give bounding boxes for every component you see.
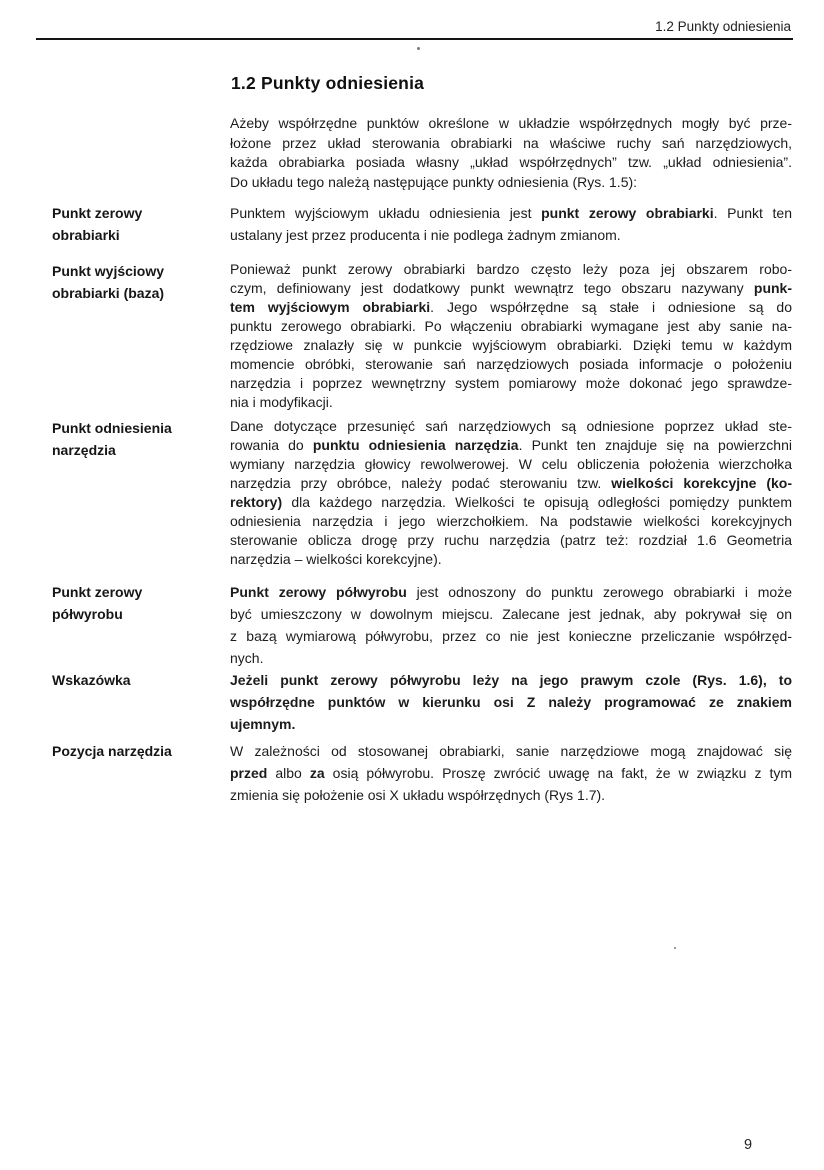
text-line: [230, 224, 792, 246]
text-segment: Ponieważ punkt zerowy obrabiarki bardzo często leży poza jej obszarem robo-: [230, 261, 792, 277]
text-segment: albo: [267, 765, 310, 781]
section-paragraph: [230, 581, 792, 669]
margin-label: [52, 202, 224, 246]
scan-speck: [417, 47, 420, 50]
text-line: [230, 114, 792, 134]
text-segment: wymiany narzędzia głowicy rewolwerowej. W celu obliczenia położenia wierzchołka: [230, 456, 792, 472]
text-line: [230, 202, 792, 224]
margin-label-line: Punkt odniesienia: [52, 420, 172, 436]
text-segment: zmienia się położenie osi X układu współrzędnych (Rys 1.7).: [230, 787, 606, 803]
text-segment: . Punkt ten: [713, 205, 792, 221]
page-number: 9: [744, 1137, 753, 1153]
margin-label-line: Wskazówka: [52, 672, 131, 688]
margin-label-line: Pozycja narzędzia: [52, 743, 172, 759]
text-segment: momencie obróbki, sterowanie sań narzędziowych posiada informacje o położeniu: [230, 356, 792, 372]
text-line: [230, 455, 792, 474]
margin-label-line: obrabiarki (baza): [52, 285, 165, 301]
text-segment: narzędzia – wielkości korekcyjne).: [230, 551, 442, 567]
page-title: 1.2 Punkty odniesienia: [231, 73, 425, 93]
text-segment: dla każdego narzędzia. Wielkości te opisują odległości pomiędzy punktem: [282, 494, 792, 510]
text-line: [230, 493, 792, 512]
margin-label: [52, 260, 224, 304]
text-segment: punk-: [753, 280, 792, 296]
text-line: [230, 550, 792, 569]
text-line: [230, 512, 792, 531]
text-segment: przed: [230, 765, 268, 781]
margin-label-line: Punkt wyjściowy: [52, 263, 165, 279]
text-segment: współrzędne punktów w kierunku osi Z należy programować ze znakiem: [230, 694, 792, 710]
text-segment: . Punkt ten znajduje się na powierzchni: [518, 437, 792, 453]
scan-speck: [674, 947, 676, 949]
intro-paragraph: [230, 114, 792, 192]
text-segment: rowania do: [230, 437, 313, 453]
section-paragraph: [230, 669, 792, 735]
text-segment: tem wyjściowym obrabiarki: [230, 299, 431, 315]
text-line: [230, 279, 792, 298]
text-segment: W zależności od stosowanej obrabiarki, sanie narzędziowe mogą znajdować się: [230, 743, 792, 759]
text-segment: być umieszczony w dowolnym miejscu. Zalecane jest jednak, aby pokrywał się on: [230, 606, 792, 622]
text-line: [230, 436, 792, 455]
text-segment: osią półwyrobu. Proszę zwrócić uwagę na fakt, że w związku z tym: [324, 765, 792, 781]
text-line: [230, 762, 792, 784]
section-paragraph: [230, 202, 792, 246]
text-segment: łożone przez układ sterowania obrabiarki na właściwe ruchy sań narzędziowych,: [230, 134, 792, 151]
text-segment: Do układu tego należą następujące punkty odniesienia (Rys. 1.5):: [230, 173, 638, 190]
text-line: [230, 691, 792, 713]
text-segment: wielkości korekcyjne (ko-: [611, 475, 792, 491]
text-line: [230, 625, 792, 647]
text-segment: ustalany jest przez producenta i nie podlega żadnym zmianom.: [230, 227, 621, 243]
text-line: [230, 317, 792, 336]
text-line: [230, 603, 792, 625]
text-segment: punkt zerowy obrabiarki: [541, 205, 714, 221]
margin-label: [52, 740, 224, 762]
text-line: [230, 531, 792, 550]
text-segment: odniesienia narzędzia i jego wierzchołkiem. Na podstawie wielkości korekcyjnych: [230, 513, 792, 529]
text-segment: punktu zerowego obrabiarki. Po włączeniu obrabiarki wymagane jest aby sanie na-: [230, 318, 792, 334]
text-line: [230, 393, 792, 412]
text-segment: nych.: [230, 650, 264, 666]
margin-label-line: narzędzia: [52, 442, 116, 458]
text-segment: narzędzia i poprzez wewnętrzny system pomiarowy może dokonać jego sprawdze-: [230, 375, 792, 391]
text-segment: . Jego współrzędne są stałe i odniesione są do: [430, 299, 792, 315]
text-segment: ujemnym.: [230, 716, 296, 732]
text-line: [230, 417, 792, 436]
text-line: [230, 173, 792, 193]
text-line: [230, 647, 792, 669]
margin-label-line: Punkt zerowy: [52, 205, 143, 221]
section-paragraph: [230, 740, 792, 806]
text-segment: Punkt zerowy półwyrobu: [230, 584, 407, 600]
text-segment: Dane dotyczące przesunięć sań narzędziowych są odniesione poprzez układ ste-: [230, 418, 792, 434]
text-segment: każda obrabiarka posiada własny „układ współrzędnych” tzw. „układ odniesienia”.: [230, 154, 792, 170]
text-line: [230, 355, 792, 374]
text-line: [230, 134, 792, 154]
text-segment: nia i modyfikacji.: [230, 394, 333, 410]
margin-label: [52, 669, 224, 691]
margin-label-line: półwyrobu: [52, 606, 123, 622]
text-segment: Jeżeli punkt zerowy półwyrobu leży na jego prawym czole (Rys. 1.6), to: [230, 672, 792, 688]
text-line: [230, 581, 792, 603]
margin-label: [52, 417, 224, 461]
text-line: [230, 669, 792, 691]
text-segment: narzędzia przy obróbce, należy podać sterowaniu tzw.: [230, 475, 612, 491]
text-segment: z bazą wymiarową półwyrobu, przez co nie jest konieczne przeliczanie współrzęd-: [230, 628, 792, 644]
running-header: 1.2 Punkty odniesienia: [655, 19, 791, 34]
text-segment: punktu odniesienia narzędzia: [312, 437, 519, 453]
margin-label-line: obrabiarki: [52, 227, 120, 243]
text-segment: Ażeby współrzędne punktów określone w układzie współrzędnych mogły być prze-: [230, 115, 792, 131]
text-segment: czym, definiowany jest dodatkowy punkt wewnątrz tego obszaru nazywany: [230, 280, 754, 296]
text-line: [230, 298, 792, 317]
text-segment: sterowanie oblicza drogę przy ruchu narzędzia (patrz też: rozdział 1.6 Geometria: [230, 532, 792, 548]
section-paragraph: [230, 417, 792, 569]
text-line: [230, 740, 792, 762]
text-segment: rzędziowe znalazły się w punkcie wyjściowym obrabiarki. Dzięki temu w każdym: [230, 337, 792, 353]
text-line: [230, 336, 792, 355]
margin-label: [52, 581, 224, 625]
text-segment: Punktem wyjściowym układu odniesienia jest: [230, 205, 542, 221]
text-segment: za: [309, 765, 325, 781]
text-line: [230, 153, 792, 173]
text-line: [230, 713, 792, 735]
text-segment: jest odnoszony do punktu zerowego obrabiarki i może: [406, 584, 792, 600]
text-line: [230, 260, 792, 279]
header-rule: [36, 38, 793, 40]
section-paragraph: [230, 260, 792, 412]
text-line: [230, 474, 792, 493]
text-line: [230, 784, 792, 806]
text-line: [230, 374, 792, 393]
text-segment: rektory): [230, 494, 283, 510]
margin-label-line: Punkt zerowy: [52, 584, 143, 600]
